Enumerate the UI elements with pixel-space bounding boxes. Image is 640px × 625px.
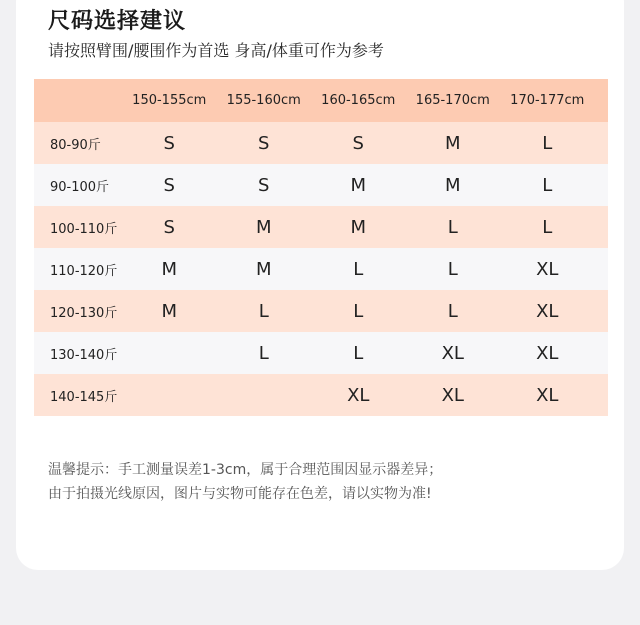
size-cell: L	[447, 216, 458, 238]
size-cell: L	[353, 300, 364, 322]
table-row	[34, 206, 608, 248]
table-row	[34, 122, 608, 164]
column-header: 155-160cm	[226, 93, 301, 108]
table-row	[34, 164, 608, 206]
size-cell: XL	[347, 384, 370, 406]
size-cell: S	[163, 216, 175, 238]
table-row	[34, 248, 608, 290]
size-cell: S	[163, 132, 175, 154]
size-cell: XL	[536, 342, 559, 364]
size-cell: L	[542, 132, 553, 154]
column-header: 170-177cm	[510, 93, 585, 108]
size-cell: M	[255, 258, 272, 280]
size-cell: L	[447, 258, 458, 280]
size-cell: L	[258, 342, 269, 364]
size-cell: S	[352, 132, 364, 154]
size-cell: L	[258, 300, 269, 322]
weight-label: 140-145斤	[50, 389, 118, 405]
page-subtitle: 请按照臂围/腰围作为首选 身高/体重可作为参考	[48, 41, 384, 60]
size-cell: L	[447, 300, 458, 322]
disclaimer-line: 温馨提示：手工测量误差1-3cm，属于合理范围因显示器差异；	[48, 462, 443, 478]
size-cell: XL	[536, 258, 559, 280]
size-cell: S	[258, 132, 270, 154]
weight-label: 130-140斤	[50, 347, 118, 363]
size-cell: L	[353, 342, 364, 364]
weight-label: 110-120斤	[50, 263, 118, 279]
size-cell: M	[350, 174, 367, 196]
size-cell: XL	[441, 342, 464, 364]
size-cell: XL	[441, 384, 464, 406]
weight-label: 100-110斤	[50, 221, 118, 237]
size-cell: XL	[536, 300, 559, 322]
size-cell: M	[255, 216, 272, 238]
column-header: 160-165cm	[321, 93, 396, 108]
size-cell: L	[542, 174, 553, 196]
table-row	[34, 374, 608, 416]
size-table	[34, 79, 608, 416]
size-cell: L	[353, 258, 364, 280]
size-cell: S	[163, 174, 175, 196]
size-cell: M	[350, 216, 367, 238]
table-header-row	[34, 79, 608, 122]
page-title: 尺码选择建议	[48, 9, 187, 34]
size-cell: XL	[536, 384, 559, 406]
size-cell: M	[444, 132, 461, 154]
size-cell: M	[444, 174, 461, 196]
size-cell: L	[542, 216, 553, 238]
disclaimer-note	[48, 458, 442, 506]
size-cell: M	[161, 300, 178, 322]
size-cell: M	[161, 258, 178, 280]
table-row	[34, 332, 608, 374]
weight-label: 120-130斤	[50, 305, 118, 321]
size-cell: S	[258, 174, 270, 196]
weight-label: 90-100斤	[50, 179, 110, 195]
table-row	[34, 290, 608, 332]
column-header: 165-170cm	[415, 93, 490, 108]
weight-label: 80-90斤	[50, 137, 101, 153]
disclaimer-line: 由于拍摄光线原因，图片与实物可能存在色差，请以实物为准!	[48, 486, 432, 502]
column-header: 150-155cm	[132, 93, 207, 108]
